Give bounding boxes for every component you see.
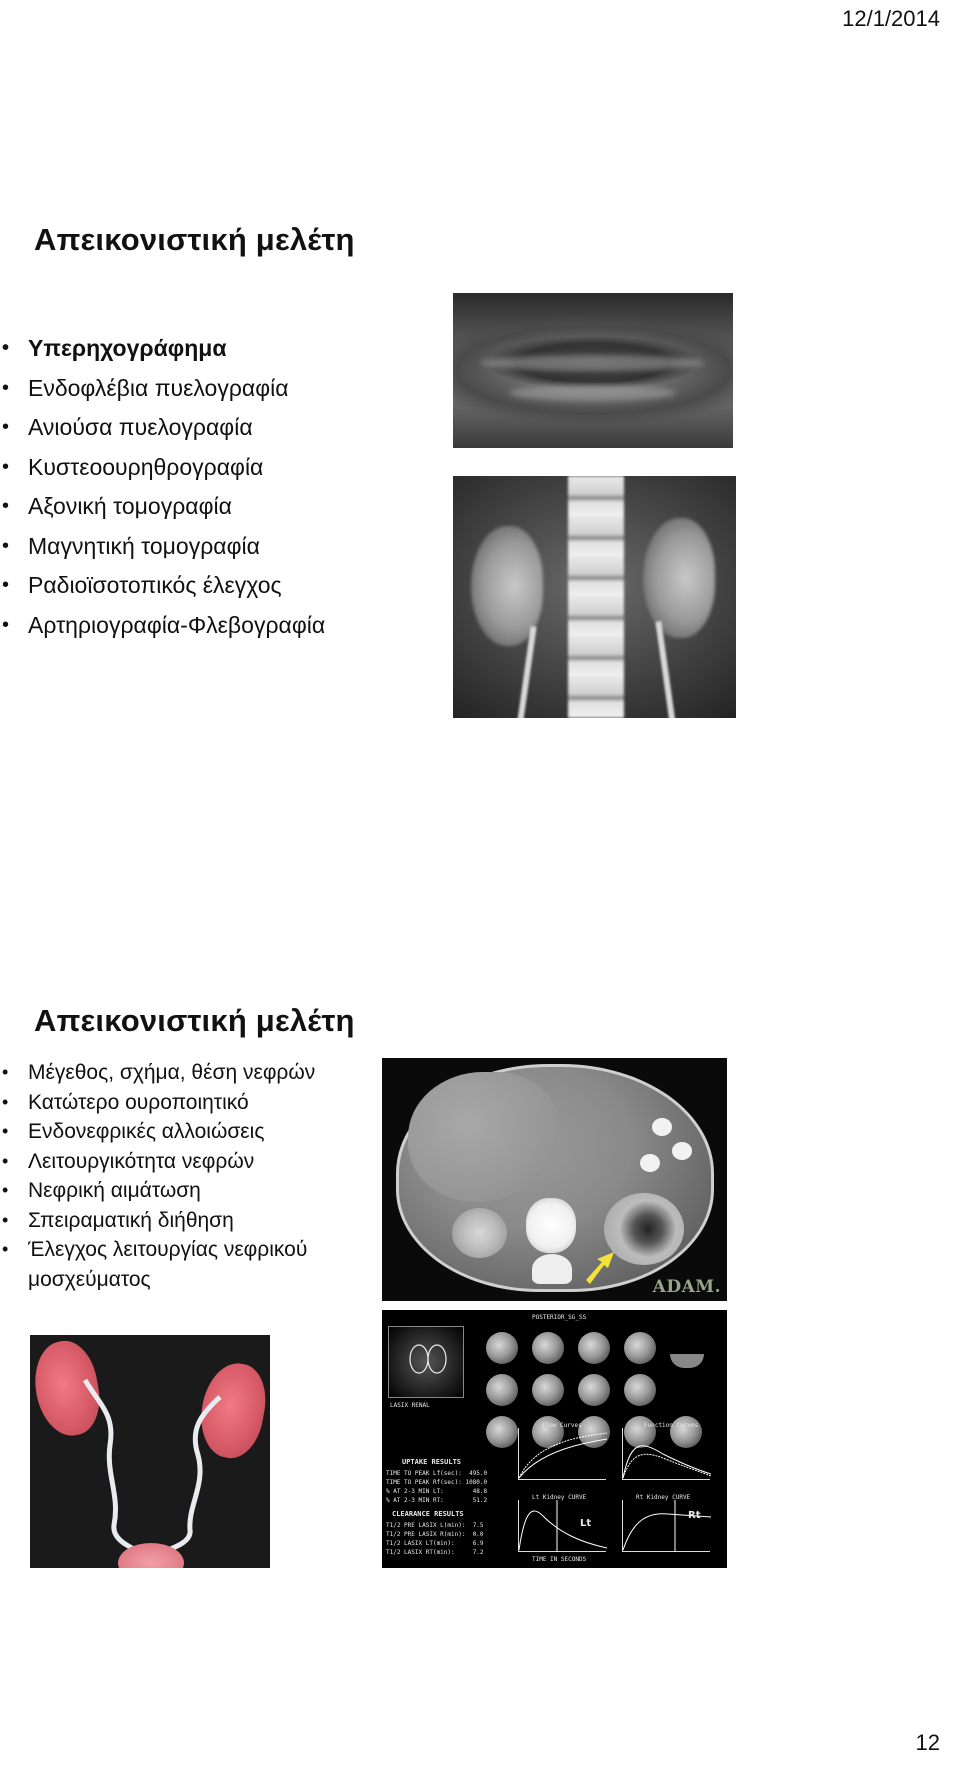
lt-kidney-curve-graph — [518, 1500, 606, 1552]
bullet-renal-function: • Λειτουργικότητα νεφρών — [0, 1147, 370, 1177]
slide1-bullet-list — [0, 329, 325, 645]
3d-urogram-image — [30, 1335, 270, 1568]
rt-label: Rt — [688, 1510, 701, 1521]
bullet-gfr: • Σπειραματική διήθηση — [0, 1206, 370, 1236]
ultrasound-image — [453, 293, 733, 448]
ct-scan-image — [382, 1058, 727, 1301]
clearance-row: T1/2 LASIX RT(min): 7.2 — [386, 1549, 484, 1556]
flow-curves-graph — [518, 1428, 606, 1480]
rt-kidney-curve-graph — [622, 1500, 710, 1552]
clearance-title: CLEARANCE RESULTS — [392, 1510, 464, 1518]
arrow-icon — [582, 1246, 622, 1286]
bullet-cystourethrography: • Κυστεοουρηθρογραφία — [0, 448, 325, 488]
bullet-ct: • Αξονική τομογραφία — [0, 487, 325, 527]
bullet-transplant: • Έλεγχος λειτουργίας νεφρικού μοσχεύματος — [0, 1235, 370, 1294]
uptake-row: % AT 2-3 MIN LT: 48.8 — [386, 1488, 488, 1495]
uptake-row: TIME TO PEAK Rf(sec): 1080.0 — [386, 1479, 488, 1486]
lt-label: Lt — [580, 1518, 592, 1529]
renal-scintigraphy-panel — [382, 1310, 727, 1568]
bullet-intrarenal: • Ενδονεφρικές αλλοιώσεις — [0, 1117, 370, 1147]
clearance-row: T1/2 LASIX LT(min): 6.9 — [386, 1540, 484, 1547]
bullet-angiography: • Αρτηριογραφία-Φλεβογραφία — [0, 606, 325, 646]
slide2-title: Απεικονιστική μελέτη — [34, 1003, 355, 1038]
page-number: 12 — [915, 1730, 940, 1755]
bullet-mri: • Μαγνητική τομογραφία — [0, 527, 325, 567]
slide1-title: Απεικονιστική μελέτη — [34, 222, 355, 257]
ivp-xray-image — [453, 476, 736, 718]
graph-title: Rt Kidney CURVE — [636, 1494, 691, 1501]
header-date: 12/1/2014 — [842, 6, 940, 31]
graph-title: Flow Curves — [542, 1422, 582, 1429]
bullet-iv-pyelography: • Ενδοφλέβια πυελογραφία — [0, 369, 325, 409]
clearance-row: T1/2 PRE LASIX R(min): 0.0 — [386, 1531, 484, 1538]
scan-header: POSTERIOR_SG_SS — [532, 1314, 587, 1321]
adam-logo: ADAM. — [652, 1277, 721, 1297]
posterior-view — [388, 1326, 464, 1398]
scan-renal-label: LASIX RENAL — [390, 1402, 430, 1409]
uptake-row: % AT 2-3 MIN RT: 51.2 — [386, 1497, 488, 1504]
bullet-renal-perfusion: • Νεφρική αιμάτωση — [0, 1176, 370, 1206]
uptake-row: TIME TO PEAK Lf(sec): 495.0 — [386, 1470, 488, 1477]
slide2-bullet-list — [0, 1058, 370, 1294]
bullet-size-shape: • Μέγεθος, σχήμα, θέση νεφρών — [0, 1058, 370, 1088]
graph-title: Function Curves — [644, 1422, 699, 1429]
function-curves-graph — [622, 1428, 710, 1480]
bullet-ultrasound: • Υπερηχογράφημα — [0, 329, 325, 369]
uptake-title: UPTAKE RESULTS — [402, 1458, 462, 1466]
bullet-retrograde-pyelography: • Ανιούσα πυελογραφία — [0, 408, 325, 448]
bullet-radioisotope: • Ραδιοϊσοτοπικός έλεγχος — [0, 566, 325, 606]
bullet-lower-urinary: • Κατώτερο ουροποιητικό — [0, 1088, 370, 1118]
clearance-row: T1/2 PRE LASIX L(min): 7.5 — [386, 1522, 484, 1529]
graph-title: Lt Kidney CURVE — [532, 1494, 587, 1501]
axis-label: TIME IN SECONDS — [532, 1556, 587, 1563]
